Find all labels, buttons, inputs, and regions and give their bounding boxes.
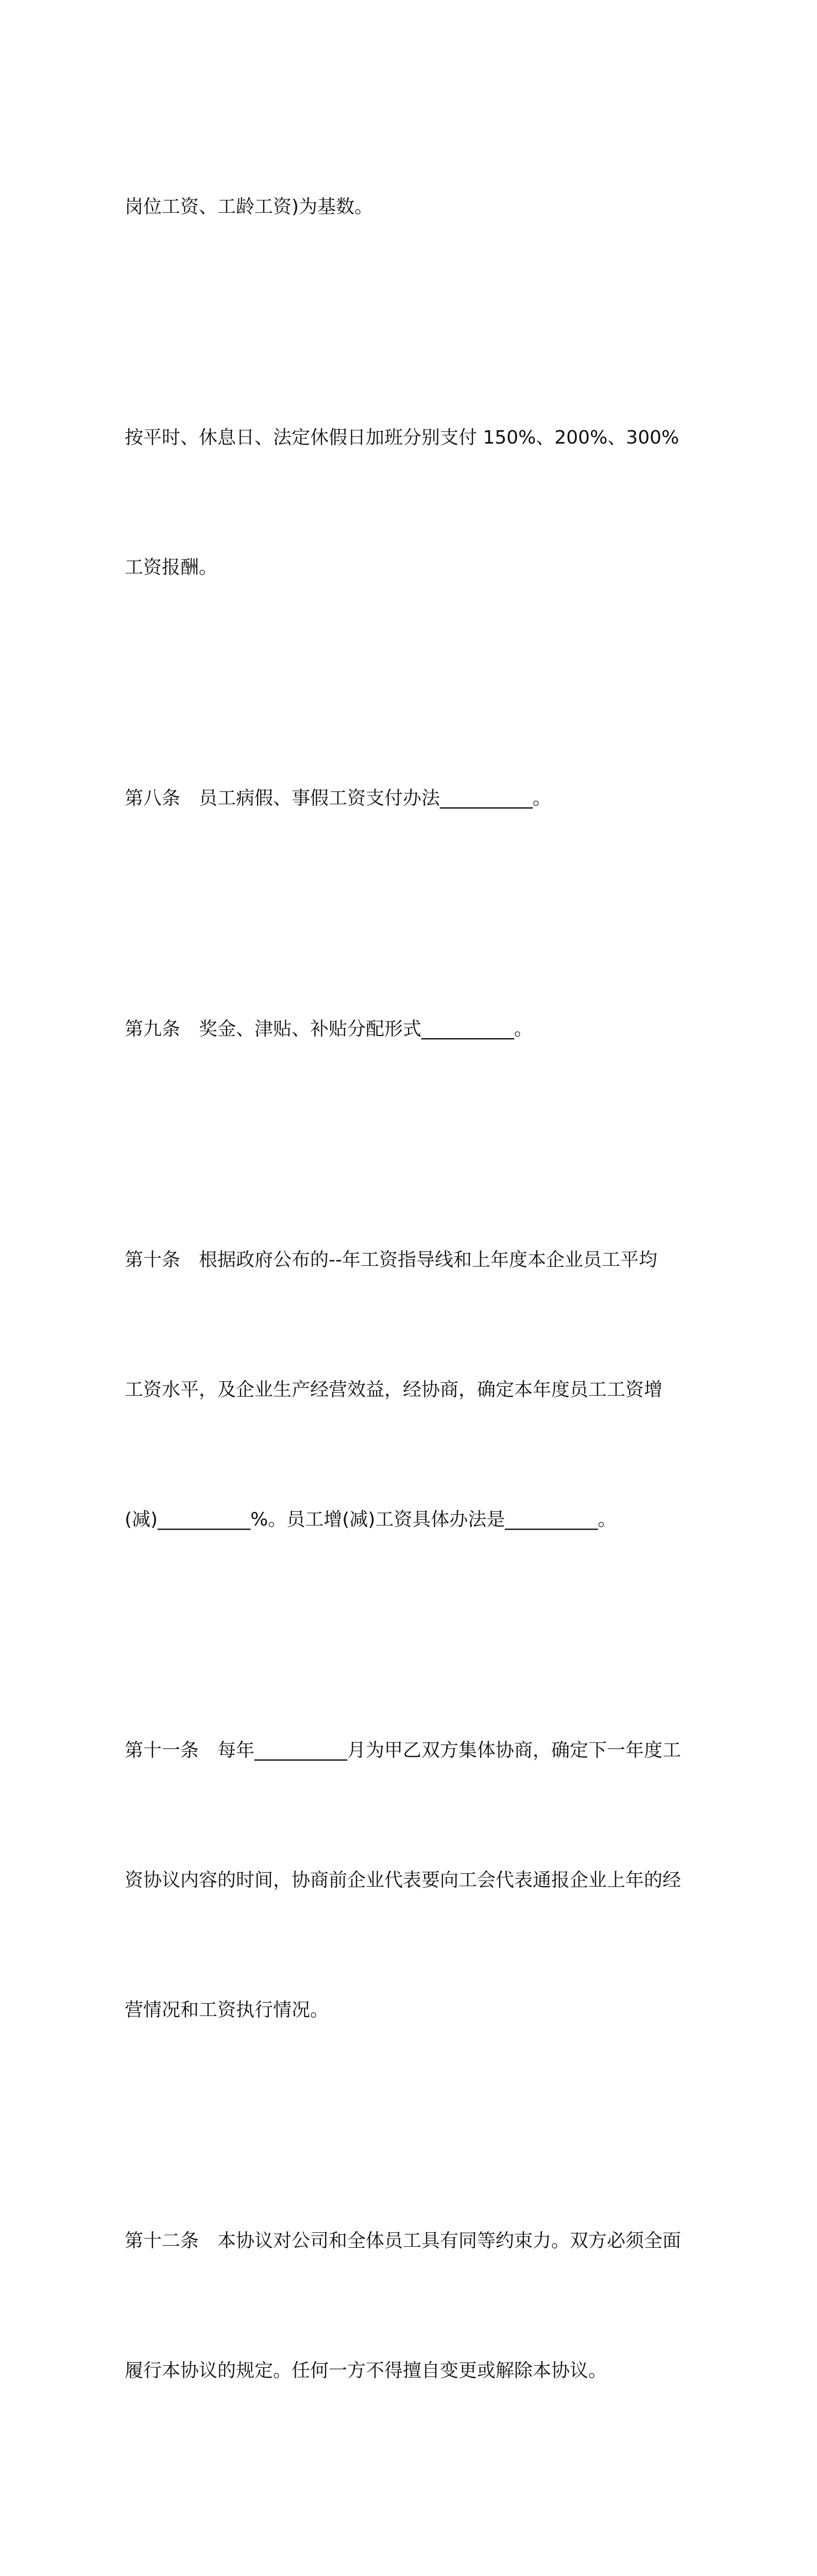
paragraph-line: 按平时、休息日、法定休假日加班分别支付 150%、200%、300% bbox=[125, 427, 679, 448]
article-8 bbox=[125, 690, 702, 907]
paragraph-line: 第八条 员工病假、事假工资支付办法__________。 bbox=[125, 788, 552, 809]
article-9 bbox=[125, 921, 702, 1138]
paragraph-line: 工资水平，及企业生产经营效益，经协商，确定本年度员工工资增 bbox=[125, 1379, 663, 1400]
article-12 bbox=[125, 2133, 702, 2479]
article-11 bbox=[125, 1642, 702, 2119]
paragraph-line: 履行本协议的规定。任何一方不得擅自变更或解除本协议。 bbox=[125, 2360, 607, 2381]
paragraph-line: 第九条 奖金、津贴、补贴分配形式__________。 bbox=[125, 1019, 533, 1040]
paragraph-line: 第十二条 本协议对公司和全体员工具有同等约束力。双方必须全面 bbox=[125, 2230, 682, 2251]
paragraph-line: 第十条 根据政府公布的--年工资指导线和上年度本企业员工平均 bbox=[125, 1249, 657, 1270]
paragraph-line: (减)__________%。员工增(减)工资具体办法是__________。 bbox=[125, 1509, 617, 1530]
paragraph-line: 营情况和工资执行情况。 bbox=[125, 1999, 329, 2021]
document-body bbox=[125, 99, 702, 2576]
paragraph-line: 工资报酬。 bbox=[125, 557, 218, 578]
paragraph-line: 岗位工资、工龄工资)为基数。 bbox=[125, 196, 373, 217]
article-10 bbox=[125, 1152, 702, 1628]
article-13 bbox=[125, 2494, 702, 2576]
paragraph-line: 第十一条 每年__________月为甲乙双方集体协商，确定下一年度工 bbox=[125, 1740, 682, 1761]
paragraph-overtime bbox=[125, 330, 702, 676]
paragraph-basis bbox=[125, 99, 702, 315]
paragraph-line: 资协议内容的时间，协商前企业代表要向工会代表通报企业上年的经 bbox=[125, 1870, 682, 1891]
